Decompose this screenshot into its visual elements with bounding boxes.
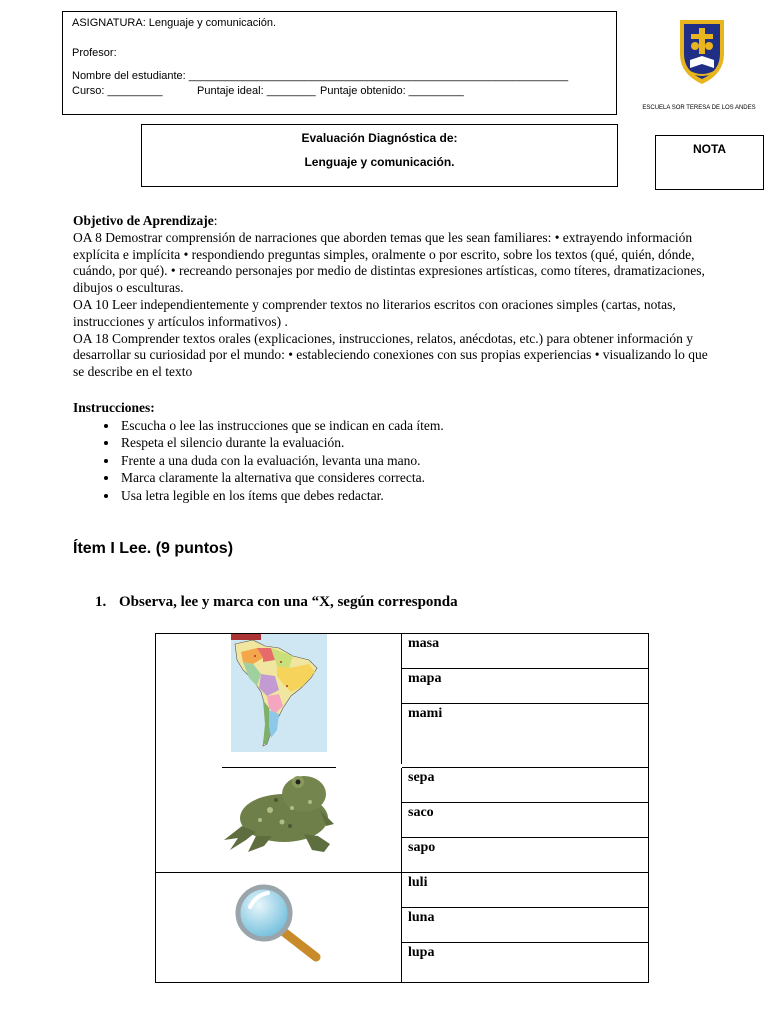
instruction-item: • Respeta el silencio durante la evaluación. — [119, 434, 713, 452]
word-option[interactable]: lupa — [402, 943, 649, 983]
objective-paragraph: OA 18 Comprender textos orales (explicaciones, instrucciones, relatos, anécdotas, etc.) para obtener información y desarrollar su curiosidad por el mundo: • estableciendo conexiones con sus propias experiencias • visualizando lo que se describe en el texto — [73, 330, 708, 380]
school-name: ESCUELA SOR TERESA DE LOS ANDES — [642, 105, 756, 111]
objective-paragraph: OA 8 Demostrar comprensión de narraciones que aborden temas que les sean familiares: • extrayendo información explícita e implícita • respondiendo preguntas simples, oralmente o por escrito, sobre los textos (qué, quién, dónde, cuándo, por qué). • recreando personajes por medio de distintas expresiones artísticas, como títeres, dramatizaciones, dibujos o esculturas. — [73, 229, 705, 296]
ideal-score-field[interactable]: Puntaje ideal: ________ — [197, 85, 316, 97]
word-option[interactable]: luna — [402, 908, 649, 943]
objective-heading-colon: : — [213, 213, 218, 228]
word-option[interactable]: mami — [402, 704, 649, 768]
question-number: 1. — [95, 594, 107, 610]
learning-objective — [73, 213, 713, 381]
course-field[interactable]: Curso: _________ — [72, 85, 163, 97]
objective-paragraph: OA 10 Leer independientemente y comprender textos no literarios escritos con oraciones simples (cartas, notas, instrucciones y artículos informativos) . — [73, 296, 676, 329]
item-title: Ítem I Lee. (9 puntos) — [73, 540, 234, 557]
instruction-item: • Frente a una duda con la evaluación, levanta una mano. — [119, 452, 713, 470]
instruction-item: • Escucha o lee las instrucciones que se indican en cada ítem. — [119, 417, 713, 435]
evaluation-title-line1: Evaluación Diagnóstica de: — [301, 131, 458, 145]
frog-image — [220, 766, 338, 856]
word-option[interactable]: saco — [402, 803, 649, 838]
school-logo — [676, 16, 728, 86]
objective-heading: Objetivo de Aprendizaje — [73, 213, 214, 228]
header-box — [62, 11, 617, 115]
grade-box[interactable] — [655, 135, 764, 190]
image-cell-frog — [156, 768, 402, 873]
student-name-field[interactable]: Nombre del estudiante: ______________________________________________________________ — [72, 70, 569, 82]
image-cell-magnifier — [156, 873, 402, 983]
question-text: Observa, lee y marca con una “X, según corresponda — [119, 594, 458, 610]
instructions — [73, 399, 713, 504]
image-cell-map — [156, 634, 402, 768]
word-option[interactable]: sapo — [402, 838, 649, 873]
instructions-heading: Instrucciones: — [73, 400, 155, 415]
evaluation-title-line2: Lenguaje y comunicación. — [304, 155, 455, 169]
teacher-field[interactable]: Profesor: — [72, 47, 117, 59]
subject-label: ASIGNATURA: Lenguaje y comunicación. — [72, 17, 276, 29]
word-option[interactable]: luli — [402, 873, 649, 908]
question-1 — [95, 594, 458, 611]
grade-label: NOTA — [692, 142, 727, 156]
evaluation-title-box — [141, 124, 618, 187]
south-america-map-image — [231, 634, 327, 752]
word-option[interactable]: sepa — [402, 768, 649, 803]
magnifying-glass-image — [230, 877, 326, 965]
obtained-score-field[interactable]: Puntaje obtenido: _________ — [320, 85, 464, 97]
word-option[interactable]: mapa — [402, 669, 649, 704]
instruction-item: • Marca claramente la alternativa que consideres correcta. — [119, 469, 713, 487]
instructions-list — [73, 417, 713, 505]
word-option[interactable]: masa — [402, 634, 649, 669]
instruction-item: • Usa letra legible en los ítems que debes redactar. — [119, 487, 713, 505]
word-choice-table — [155, 633, 649, 983]
